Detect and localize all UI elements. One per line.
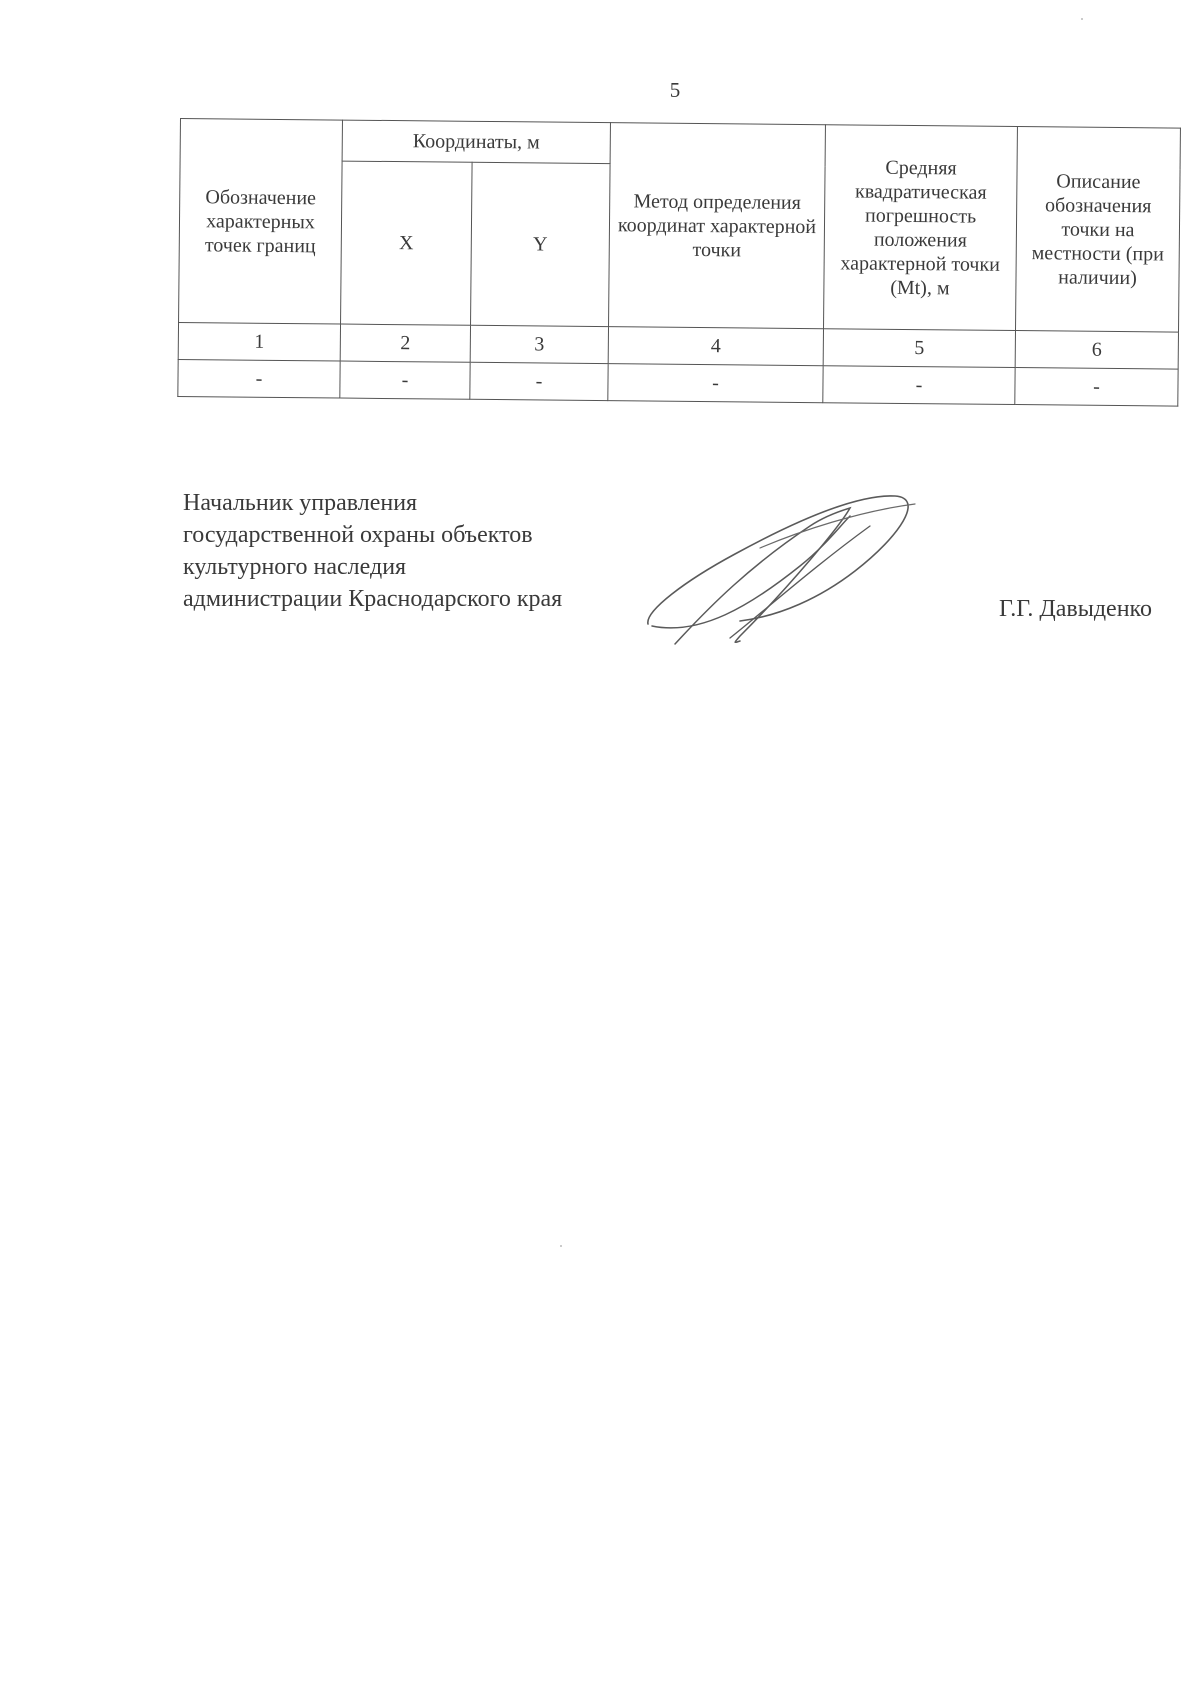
column-number-cell: 4 — [608, 327, 823, 366]
column-number-cell: 6 — [1015, 331, 1178, 370]
scan-speck — [1081, 18, 1083, 20]
handwritten-signature — [640, 486, 940, 656]
header-method: Метод определения координат характерной точки — [609, 123, 826, 329]
table-cell: - — [470, 362, 608, 400]
table-cell: - — [1015, 368, 1178, 407]
signatory-position — [183, 487, 562, 615]
position-line: государственной охраны объектов — [183, 522, 533, 548]
header-point-description: Описание обозначения точки на местности (при наличии) — [1016, 127, 1181, 333]
column-number-cell: 1 — [178, 322, 340, 361]
coordinates-table-wrapper — [177, 118, 1180, 407]
signer-name: Г.Г. Давыденко — [999, 596, 1152, 622]
table-cell: - — [608, 364, 823, 403]
column-number-cell: 2 — [340, 324, 470, 362]
header-x: X — [341, 161, 473, 325]
table-cell: - — [178, 359, 340, 398]
position-line: Начальник управления — [183, 490, 418, 516]
column-number-cell: 5 — [823, 329, 1015, 368]
header-mean-square-error: Средняя квадратическая погрешность положения характерной точки (Mt), м — [824, 125, 1018, 331]
header-y: Y — [471, 162, 611, 326]
table-cell: - — [340, 361, 470, 399]
table-cell: - — [823, 366, 1015, 405]
position-line: администрации Краснодарского края — [183, 586, 563, 612]
header-point-designation: Обозначение характерных точек границ — [179, 119, 343, 325]
page-number: 5 — [669, 78, 681, 102]
scan-speck — [560, 1245, 562, 1247]
header-coordinates-group: Координаты, м — [342, 120, 610, 164]
position-line: культурного наследия — [183, 554, 407, 580]
column-number-cell: 3 — [470, 325, 608, 363]
coordinates-table — [177, 118, 1181, 407]
